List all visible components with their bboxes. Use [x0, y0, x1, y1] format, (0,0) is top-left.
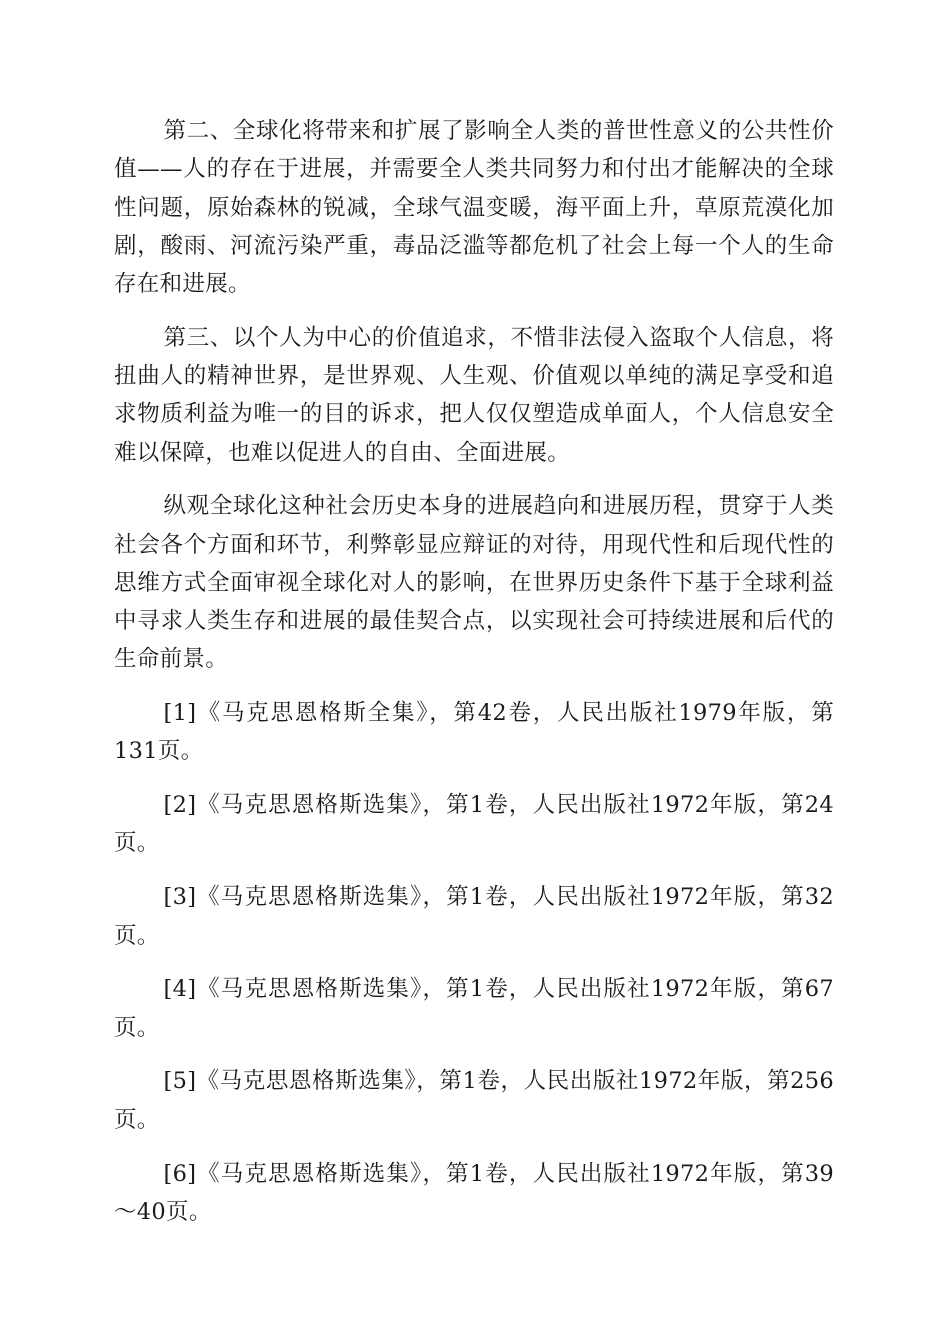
paragraph-conclusion: 纵观全球化这种社会历史本身的进展趋向和进展历程，贯穿于人类社会各个方面和环节，利弊彰显应辩证的对待，用现代性和后现代性的思维方式全面审视全球化对人的影响，在世界历史条件下基于全球利益中寻求人类生存和进展的最佳契合点，以实现社会可持续进展和后代的生命前景。 — [114, 493, 834, 673]
reference-6: [6]《马克思恩格斯选集》，第1卷，人民出版社1972年版，第39～40页。 — [114, 1160, 834, 1225]
reference-2: [2]《马克思恩格斯选集》，第1卷，人民出版社1972年版，第24页。 — [114, 792, 834, 857]
reference-1: [1]《马克思恩格斯全集》，第42卷，人民出版社1979年版，第131页。 — [114, 700, 834, 765]
reference-3: [3]《马克思恩格斯选集》，第1卷，人民出版社1972年版，第32页。 — [114, 884, 834, 949]
reference-4: [4]《马克思恩格斯选集》，第1卷，人民出版社1972年版，第67页。 — [114, 976, 834, 1041]
reference-5: [5]《马克思恩格斯选集》，第1卷，人民出版社1972年版，第256页。 — [114, 1068, 834, 1133]
document-body — [114, 112, 834, 1247]
paragraph-third-point: 第三、以个人为中心的价值追求，不惜非法侵入盗取个人信息，将扭曲人的精神世界，是世界观、人生观、价值观以单纯的满足享受和追求物质利益为唯一的目的诉求，把人仅仅塑造成单面人，个人信息安全难以保障，也难以促进人的自由、全面进展。 — [114, 324, 834, 466]
paragraph-second-point: 第二、全球化将带来和扩展了影响全人类的普世性意义的公共性价值——人的存在于进展，并需要全人类共同努力和付出才能解决的全球性问题，原始森林的锐减，全球气温变暖，海平面上升，草原荒漠化加剧，酸雨、河流污染严重，毒品泛滥等都危机了社会上每一个人的生命存在和进展。 — [114, 118, 834, 298]
